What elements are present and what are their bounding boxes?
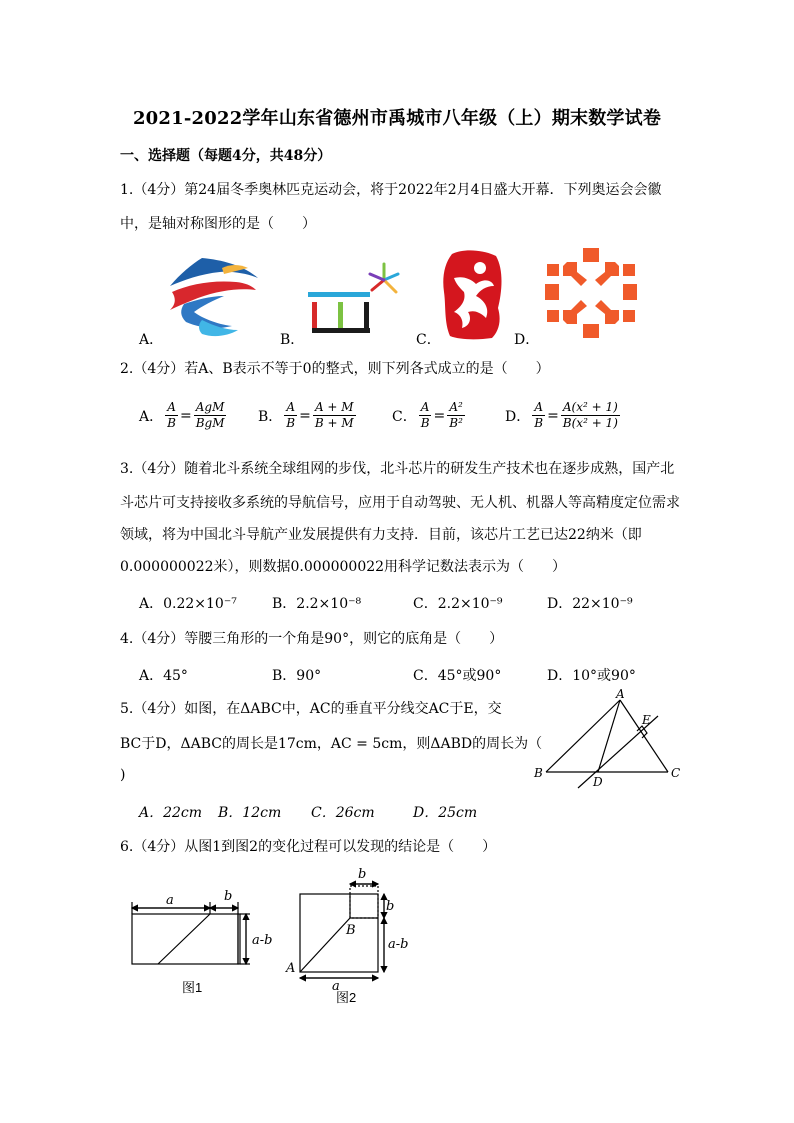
q1-line1: 1.（4分）第24届冬季奥林匹克运动会，将于2022年2月4日盛大开幕．下列奥运会会徽 bbox=[120, 182, 662, 198]
fig1-label-ab: a-b bbox=[252, 933, 273, 948]
fig1-caption: 图1 bbox=[182, 980, 203, 995]
q3-option-d: D．22×10⁻⁹ bbox=[547, 596, 633, 612]
q1-option-c: C． bbox=[416, 332, 441, 348]
q3-line4: 0.000000022米），则数据0.000000022用科学记数法表示为（ ） bbox=[120, 559, 567, 575]
fig2-label-a: a bbox=[332, 979, 340, 994]
page-title: 2021-2022学年山东省德州市禹城市八年级（上）期末数学试卷 bbox=[132, 108, 662, 129]
winter-olympics-logo-icon bbox=[162, 250, 262, 340]
q3-line1: 3.（4分）随着北斗系统全球组网的步伐，北斗芯片的研发生产技术也在逐步成熟，国产北 bbox=[120, 461, 675, 477]
fig5-label-c: C bbox=[671, 766, 681, 780]
q2-option-d: D． $\frac{A}{B}$ = $\frac{\text{A(x² + 1)}}{\text{B(x² + 1)}}$ bbox=[505, 400, 618, 430]
paralympic-bars-logo-icon bbox=[300, 258, 412, 338]
q2-stem: 2.（4分）若A、B表示不等于0的整式，则下列各式成立的是（ ） bbox=[120, 361, 550, 377]
fig5-label-a: A bbox=[616, 688, 625, 701]
q3-option-a: A．0.22×10⁻⁷ bbox=[139, 596, 237, 612]
q6-figure1 bbox=[124, 882, 284, 1000]
fig5-label-b: B bbox=[534, 766, 543, 780]
q2-c-lhs: $\frac{A}{B}$ bbox=[420, 400, 430, 430]
q3-line2: 斗芯片可支持接收多系统的导航信号，应用于自动驾驶、无人机、机器人等高精度定位需求 bbox=[120, 495, 680, 511]
q4-option-d: D．10°或90° bbox=[547, 668, 636, 684]
q2-a-lhs: $\frac{A}{B}$ bbox=[167, 400, 176, 430]
q1-option-d: D． bbox=[514, 332, 540, 348]
section-heading: 一、选择题（每题4分，共48分） bbox=[120, 148, 332, 164]
q4-option-c: C．45°或90° bbox=[413, 668, 502, 684]
q3-option-b: B．2.2×10⁻⁸ bbox=[272, 596, 362, 612]
fig1-label-b: b bbox=[224, 889, 233, 904]
q2-d-lhs: $\frac{A}{B}$ bbox=[534, 400, 544, 430]
fig2-label-b-top: b bbox=[358, 867, 367, 882]
q5-option-b: B．12cm bbox=[218, 805, 282, 821]
fig2-label-b-side: b bbox=[386, 899, 395, 914]
q4-option-b: B．90° bbox=[272, 668, 322, 684]
q5-line2: BC于D，ΔABC的周长是17cm，AC = 5cm，则ΔABD的周长为（ bbox=[120, 736, 543, 752]
q6-figure2 bbox=[284, 864, 424, 1006]
q2-d-rhs: $\frac{\text{A(x² + 1)}}{\text{B(x² + 1)}}$ bbox=[562, 400, 618, 430]
q5-option-d: D．25cm bbox=[413, 805, 478, 821]
q2-a-rhs: $\frac{\text{AgM}}{\text{BgM}}$ bbox=[195, 400, 225, 430]
fig2-label-ab: a-b bbox=[388, 937, 409, 952]
q2-option-c-label: C． bbox=[392, 408, 417, 425]
q3-option-c: C．2.2×10⁻⁹ bbox=[413, 596, 503, 612]
q4-stem: 4.（4分）等腰三角形的一个角是90°，则它的底角是（ ） bbox=[120, 631, 504, 647]
fig2-caption: 图2 bbox=[336, 990, 357, 1005]
q6-stem: 6.（4分）从图1到图2的变化过程可以发现的结论是（ ） bbox=[120, 839, 497, 855]
symmetric-logo-icon bbox=[543, 246, 639, 340]
q4-option-a: A．45° bbox=[139, 668, 188, 684]
q5-option-c: C．26cm bbox=[311, 805, 375, 821]
q2-option-b-label: B． bbox=[258, 408, 283, 425]
q3-line3: 领域，将为中国北斗导航产业发展提供有力支持．目前，该芯片工艺已达22纳米（即 bbox=[120, 527, 642, 543]
q2-option-d-label: D． bbox=[505, 408, 531, 425]
q2-option-a-label: A． bbox=[139, 408, 164, 425]
q1-option-a: A． bbox=[139, 332, 164, 348]
q1-line2: 中，是轴对称图形的是（ ） bbox=[120, 216, 316, 232]
fig5-label-e: E bbox=[642, 713, 651, 727]
q2-c-rhs: $\frac{\text{A²}}{\text{B²}}$ bbox=[449, 400, 463, 430]
q5-option-a: A．22cm bbox=[139, 805, 203, 821]
q2-option-c: C． $\frac{A}{B}$ = $\frac{\text{A²}}{\text{B²}}$ bbox=[392, 400, 463, 430]
fig5-label-d: D bbox=[593, 775, 603, 789]
beijing-seal-logo-icon bbox=[440, 248, 506, 340]
q2-b-rhs: $\frac{A + M}{B + M}$ bbox=[314, 400, 354, 430]
q2-option-b: B． $\frac{A}{B}$ = $\frac{A + M}{B + M}$ bbox=[258, 400, 354, 430]
q5-line1: 5.（4分）如图，在ΔABC中，AC的垂直平分线交AC于E，交 bbox=[120, 701, 502, 717]
q2-b-lhs: $\frac{A}{B}$ bbox=[286, 400, 296, 430]
fig1-label-a: a bbox=[166, 893, 174, 908]
q1-option-b: B． bbox=[280, 332, 305, 348]
fig2-label-pt-b: B bbox=[346, 923, 356, 938]
q5-triangle-figure bbox=[532, 688, 690, 790]
fig2-label-pt-a: A bbox=[286, 961, 296, 976]
q2-option-a: A． $\frac{A}{B}$ = $\frac{\text{AgM}}{\text{BgM}}$ bbox=[139, 400, 225, 430]
q5-line3: ) bbox=[120, 767, 126, 783]
